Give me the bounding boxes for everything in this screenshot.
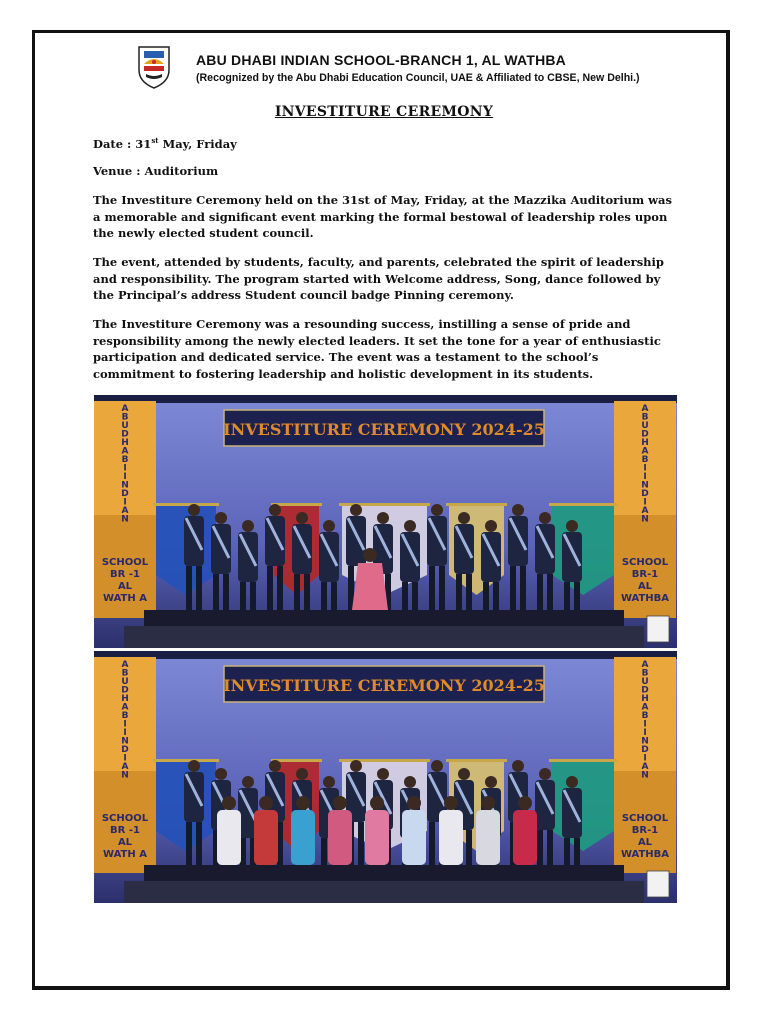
person-head bbox=[458, 512, 470, 524]
staff-body bbox=[402, 810, 426, 865]
pillar-letter: A bbox=[121, 404, 129, 414]
corner-logo-icon bbox=[647, 616, 669, 642]
staff-body bbox=[476, 810, 500, 865]
pillar-letter: I bbox=[643, 472, 647, 482]
pillar-letter: B bbox=[121, 711, 129, 721]
person-head bbox=[512, 760, 524, 772]
person-body bbox=[265, 516, 285, 566]
staff-body bbox=[328, 810, 352, 865]
person-head bbox=[431, 504, 443, 516]
staff-head bbox=[518, 796, 532, 810]
pillar-letter: I bbox=[123, 463, 127, 474]
pillar-text: BR -1 bbox=[110, 825, 140, 836]
pillar-letter: I bbox=[123, 753, 127, 764]
paragraph-program: The event, attended by students, faculty, and parents, celebrated the spirit of leadership and responsibility. The program started with Welcome address, Song, dance followed by the Principal’s address Student council badge Pinning ceremony. bbox=[93, 255, 664, 302]
pillar-letter: I bbox=[643, 728, 647, 738]
person-head bbox=[404, 520, 416, 532]
person-head bbox=[296, 512, 308, 524]
staff-body bbox=[439, 810, 463, 865]
staff-head bbox=[333, 796, 347, 810]
person-body bbox=[184, 516, 204, 566]
pillar-letter: N bbox=[641, 736, 649, 747]
person-body bbox=[562, 788, 582, 838]
person-head bbox=[323, 520, 335, 532]
person-body bbox=[535, 780, 555, 830]
pillar-text: BR-1 bbox=[631, 825, 659, 836]
pillar-letter: U bbox=[121, 421, 129, 431]
person-body bbox=[346, 516, 366, 566]
pillar-letter: I bbox=[123, 719, 127, 730]
person-head bbox=[485, 776, 497, 788]
stage-platform bbox=[144, 865, 624, 881]
person-body bbox=[292, 524, 312, 574]
pillar-letter: N bbox=[121, 480, 129, 491]
person-body bbox=[211, 524, 231, 574]
banner-text: INVESTITURE CEREMONY 2024-25 bbox=[223, 676, 545, 695]
pillar-letter: I bbox=[123, 728, 127, 738]
pillar-letter: D bbox=[121, 429, 129, 440]
stage-platform bbox=[144, 610, 624, 626]
pillar-text: WATH A bbox=[103, 593, 147, 604]
person-head bbox=[377, 768, 389, 780]
staff-body bbox=[291, 810, 315, 865]
school-name: ABU DHABI INDIAN SCHOOL-BRANCH 1, AL WATHBA bbox=[196, 52, 566, 68]
pillar-letter: I bbox=[643, 463, 647, 474]
pillar-letter: D bbox=[641, 685, 649, 696]
pillar-letter: B bbox=[641, 711, 649, 721]
ceremony-photo-1 bbox=[94, 395, 677, 648]
pillar-letter: U bbox=[641, 421, 649, 431]
staff-head bbox=[259, 796, 273, 810]
staff-head bbox=[222, 796, 236, 810]
pillar-letter: N bbox=[641, 480, 649, 491]
principal-head bbox=[363, 548, 377, 562]
person-body bbox=[319, 532, 339, 582]
pillar-letter: D bbox=[121, 745, 129, 755]
pillar-letter: H bbox=[121, 694, 129, 704]
person-head bbox=[269, 760, 281, 772]
person-body bbox=[454, 524, 474, 574]
paragraph-intro: The Investiture Ceremony held on the 31st of May, Friday, at the Mazzika Auditorium was a memorable and significant event marking the formal bestowal of leadership roles upon the newly elected student council. bbox=[93, 193, 672, 240]
person-head bbox=[242, 776, 254, 788]
pillar-text: SCHOOL bbox=[621, 557, 669, 568]
person-head bbox=[296, 768, 308, 780]
person-head bbox=[539, 768, 551, 780]
pillar-letter: U bbox=[641, 677, 649, 687]
staff-body bbox=[513, 810, 537, 865]
pillar-text: BR -1 bbox=[110, 569, 140, 580]
school-subtitle: (Recognized by the Abu Dhabi Education Council, UAE & Affiliated to CBSE, New Delhi.) bbox=[196, 72, 640, 84]
pillar-letter: A bbox=[641, 660, 649, 670]
pillar-text: WATHBA bbox=[620, 593, 670, 604]
person-head bbox=[539, 512, 551, 524]
pillar-letter: D bbox=[641, 745, 649, 755]
pillar-letter: A bbox=[121, 506, 129, 516]
pillar-text: WATH A bbox=[103, 849, 147, 860]
pillar-letter: H bbox=[641, 438, 649, 448]
person-head bbox=[215, 512, 227, 524]
banner-text: INVESTITURE CEREMONY 2024-25 bbox=[223, 420, 545, 439]
pillar-letter: A bbox=[641, 506, 649, 516]
person-head bbox=[242, 520, 254, 532]
pillar-letter: D bbox=[121, 685, 129, 696]
person-head bbox=[458, 768, 470, 780]
pillar-text: SCHOOL bbox=[621, 813, 669, 824]
pillar-letter: N bbox=[641, 770, 649, 781]
staff-body bbox=[365, 810, 389, 865]
school-crest-icon bbox=[136, 44, 172, 90]
pillar-letter: D bbox=[641, 489, 649, 499]
person-head bbox=[215, 768, 227, 780]
person-head bbox=[431, 760, 443, 772]
document-title: INVESTITURE CEREMONY bbox=[274, 104, 494, 120]
pillar-letter: A bbox=[121, 762, 129, 772]
person-head bbox=[404, 776, 416, 788]
person-body bbox=[562, 532, 582, 582]
person-body bbox=[535, 524, 555, 574]
pillar-text: AL bbox=[637, 837, 653, 848]
pillar-letter: A bbox=[641, 446, 649, 457]
person-head bbox=[350, 504, 362, 516]
person-head bbox=[188, 760, 200, 772]
pillar-letter: A bbox=[641, 702, 649, 713]
pillar-text: AL bbox=[637, 581, 653, 592]
staff-head bbox=[296, 796, 310, 810]
pillar-letter: B bbox=[641, 412, 649, 423]
pillar-letter: U bbox=[121, 677, 129, 687]
pillar-text: SCHOOL bbox=[101, 813, 149, 824]
principal-body bbox=[352, 563, 388, 610]
pillar-letter: A bbox=[641, 404, 649, 414]
staff-body bbox=[254, 810, 278, 865]
pillar-letter: N bbox=[121, 770, 129, 781]
event-date: Date : 31st May, Friday bbox=[93, 136, 237, 151]
ceremony-photo-2 bbox=[94, 651, 677, 903]
pillar-letter: H bbox=[641, 694, 649, 704]
pillar-letter: B bbox=[121, 455, 129, 465]
pillar-letter: D bbox=[641, 429, 649, 440]
corner-logo-icon bbox=[647, 871, 669, 897]
pillar-letter: H bbox=[121, 438, 129, 448]
staff-head bbox=[370, 796, 384, 810]
person-body bbox=[481, 532, 501, 582]
pillar-letter: A bbox=[121, 660, 129, 670]
person-head bbox=[485, 520, 497, 532]
pillar-text: SCHOOL bbox=[101, 557, 149, 568]
staff-head bbox=[444, 796, 458, 810]
person-body bbox=[427, 516, 447, 566]
pillar-letter: B bbox=[641, 668, 649, 679]
pillar-letter: I bbox=[123, 472, 127, 482]
staff-head bbox=[407, 796, 421, 810]
person-body bbox=[508, 516, 528, 566]
pillar-letter: B bbox=[121, 668, 129, 679]
pillar-letter: A bbox=[121, 446, 129, 457]
person-head bbox=[323, 776, 335, 788]
pillar-letter: D bbox=[121, 489, 129, 499]
pillar-letter: I bbox=[123, 497, 127, 508]
staff-body bbox=[217, 810, 241, 865]
pillar-letter: N bbox=[121, 514, 129, 525]
person-body bbox=[238, 532, 258, 582]
person-head bbox=[350, 760, 362, 772]
pillar-letter: A bbox=[641, 762, 649, 772]
person-head bbox=[512, 504, 524, 516]
event-venue: Venue : Auditorium bbox=[93, 164, 219, 178]
pillar-text: BR-1 bbox=[631, 569, 659, 580]
person-head bbox=[269, 504, 281, 516]
person-head bbox=[188, 504, 200, 516]
pillar-letter: N bbox=[121, 736, 129, 747]
pillar-letter: I bbox=[643, 719, 647, 730]
staff-head bbox=[481, 796, 495, 810]
pillar-letter: A bbox=[121, 702, 129, 713]
pillar-text: AL bbox=[117, 581, 133, 592]
person-head bbox=[566, 520, 578, 532]
pillar-letter: I bbox=[643, 497, 647, 508]
person-body bbox=[400, 532, 420, 582]
pillar-letter: I bbox=[643, 753, 647, 764]
paragraph-conclusion: The Investiture Ceremony was a resounding success, instilling a sense of pride and responsibility among the newly elected leaders. It set the tone for a year of enthusiastic participation and dedicated service. The event was a testament to the school’s commitment to fostering leadership and holistic development in its students. bbox=[93, 317, 661, 381]
pillar-text: WATHBA bbox=[620, 849, 670, 860]
person-head bbox=[566, 776, 578, 788]
pillar-letter: B bbox=[641, 455, 649, 465]
person-head bbox=[377, 512, 389, 524]
pillar-letter: B bbox=[121, 412, 129, 423]
pillar-letter: N bbox=[641, 514, 649, 525]
person-body bbox=[184, 772, 204, 822]
pillar-text: AL bbox=[117, 837, 133, 848]
